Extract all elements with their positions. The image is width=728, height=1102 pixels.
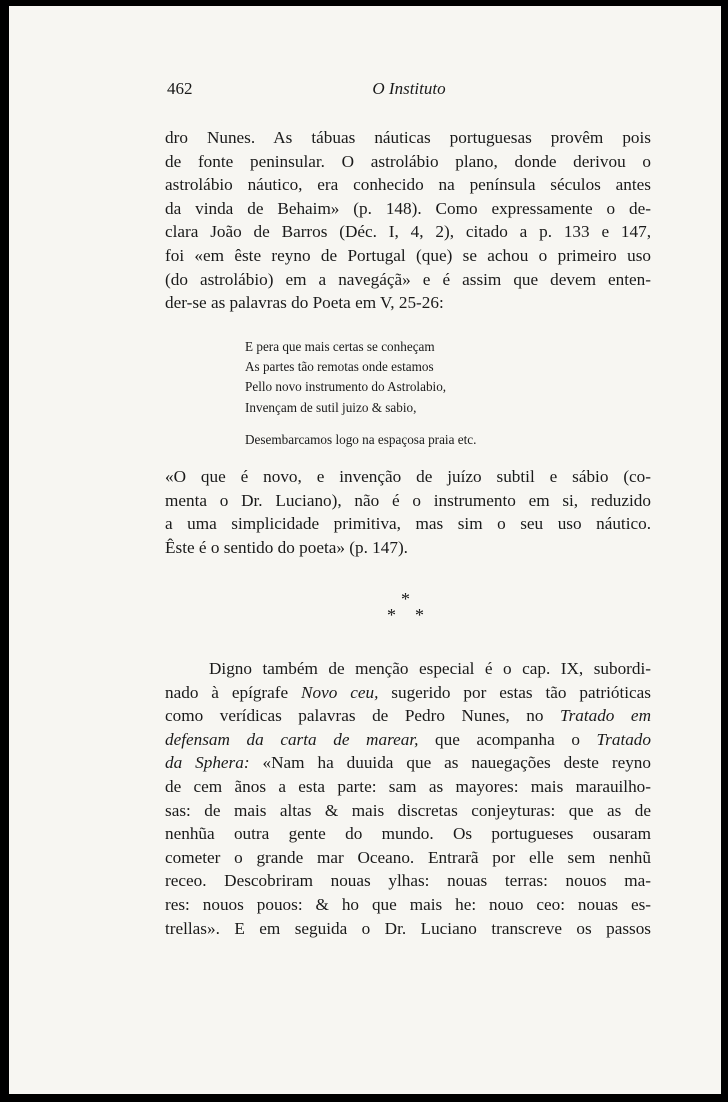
text-line: astrolábio náutico, era conhecido na península séculos antes	[165, 175, 651, 195]
text-line: cometer o grande mar Oceano. Entrarã por elle sem nenhũ	[165, 847, 651, 867]
asterism-star: *	[387, 605, 396, 625]
page-header	[167, 79, 651, 103]
asterism-star: *	[415, 605, 424, 625]
text-run: que acompanha o	[418, 729, 597, 749]
verse-closing-line: Desembarcamos logo na espaçosa praia etc.	[245, 431, 477, 447]
italic-title: defensam da carta de marear,	[165, 729, 419, 749]
text-run: sugerido por estas tão patrióticas	[378, 682, 651, 702]
text-line: foi «em êste reyno de Portugal (que) se achou o primeiro uso	[165, 245, 651, 265]
text-line: da vinda de Behaim» (p. 148). Como expressamente o de-	[165, 198, 651, 218]
text-line: res: nouos pouos: & ho que mais he: nouo ceo: nouas es-	[165, 894, 651, 914]
text-line: de fonte peninsular. O astrolábio plano, donde derivou o	[165, 151, 651, 171]
paragraph-2	[165, 465, 651, 559]
text-line: nenhũa outra gente do mundo. Os portugueses ousaram	[165, 824, 651, 844]
page-number: 462	[167, 79, 193, 98]
verse-line: E pera que mais certas se conheçam	[245, 339, 435, 354]
verse-quotation	[245, 337, 645, 450]
text-line: receo. Descobriram nouas ylhas: nouas terras: nouos ma-	[165, 871, 651, 891]
text-line	[165, 681, 651, 705]
italic-title: da Sphera:	[165, 753, 250, 773]
paragraph-3	[165, 657, 651, 940]
text-line: menta o Dr. Luciano), não é o instrumento em si, reduzido	[165, 490, 651, 510]
book-page	[9, 6, 721, 1094]
text-line: dro Nunes. As tábuas náuticas portuguesas provêm pois	[165, 128, 651, 147]
text-line	[165, 728, 651, 752]
text-run: «Nam ha duuida que as nauegações deste reyno	[249, 753, 651, 773]
text-line: de cem ãnos a esta parte: sam as mayores: mais marauilho-	[165, 776, 651, 796]
text-line: a uma simplicidade primitiva, mas sim o seu uso náutico.	[165, 514, 651, 534]
running-title: O Instituto	[372, 79, 446, 98]
verse-line: As partes tão remotas onde estamos	[245, 359, 434, 375]
italic-title: Novo ceu,	[301, 682, 379, 702]
text-line: (do astrolábio) em a navegáçã» e é assim que devem enten-	[165, 269, 651, 289]
text-line	[165, 657, 651, 681]
section-asterism	[377, 590, 437, 630]
text-line: sas: de mais altas & mais discretas conjeyturas: que as de	[165, 800, 651, 820]
text-line	[165, 704, 651, 728]
italic-title: Tratado em	[559, 706, 651, 726]
text-line: der-se as palavras do Poeta em V, 25-26:	[165, 293, 444, 313]
paragraph-1	[165, 126, 651, 315]
text-line	[165, 751, 651, 775]
text-line: «O que é novo, e invenção de juízo subtil e sábio (co-	[165, 467, 651, 486]
text-line: clara João de Barros (Déc. I, 4, 2), citado a p. 133 e 147,	[165, 222, 651, 242]
italic-title: Tratado	[596, 729, 651, 749]
text-line: trellas». E em seguida o Dr. Luciano transcreve os passos	[165, 918, 651, 938]
text-run: como verídicas palavras de Pedro Nunes, no	[165, 706, 560, 726]
asterism-star: *	[401, 589, 410, 609]
text-run: nado à epígrafe	[165, 682, 302, 702]
verse-line: Pello novo instrumento do Astrolabio,	[245, 379, 447, 395]
text-line: Êste é o sentido do poeta» (p. 147).	[165, 537, 408, 557]
text-run: Digno também de menção especial é o cap. IX, subordi-	[209, 659, 651, 678]
verse-line: Invençam de sutil juizo & sabio,	[245, 399, 417, 415]
